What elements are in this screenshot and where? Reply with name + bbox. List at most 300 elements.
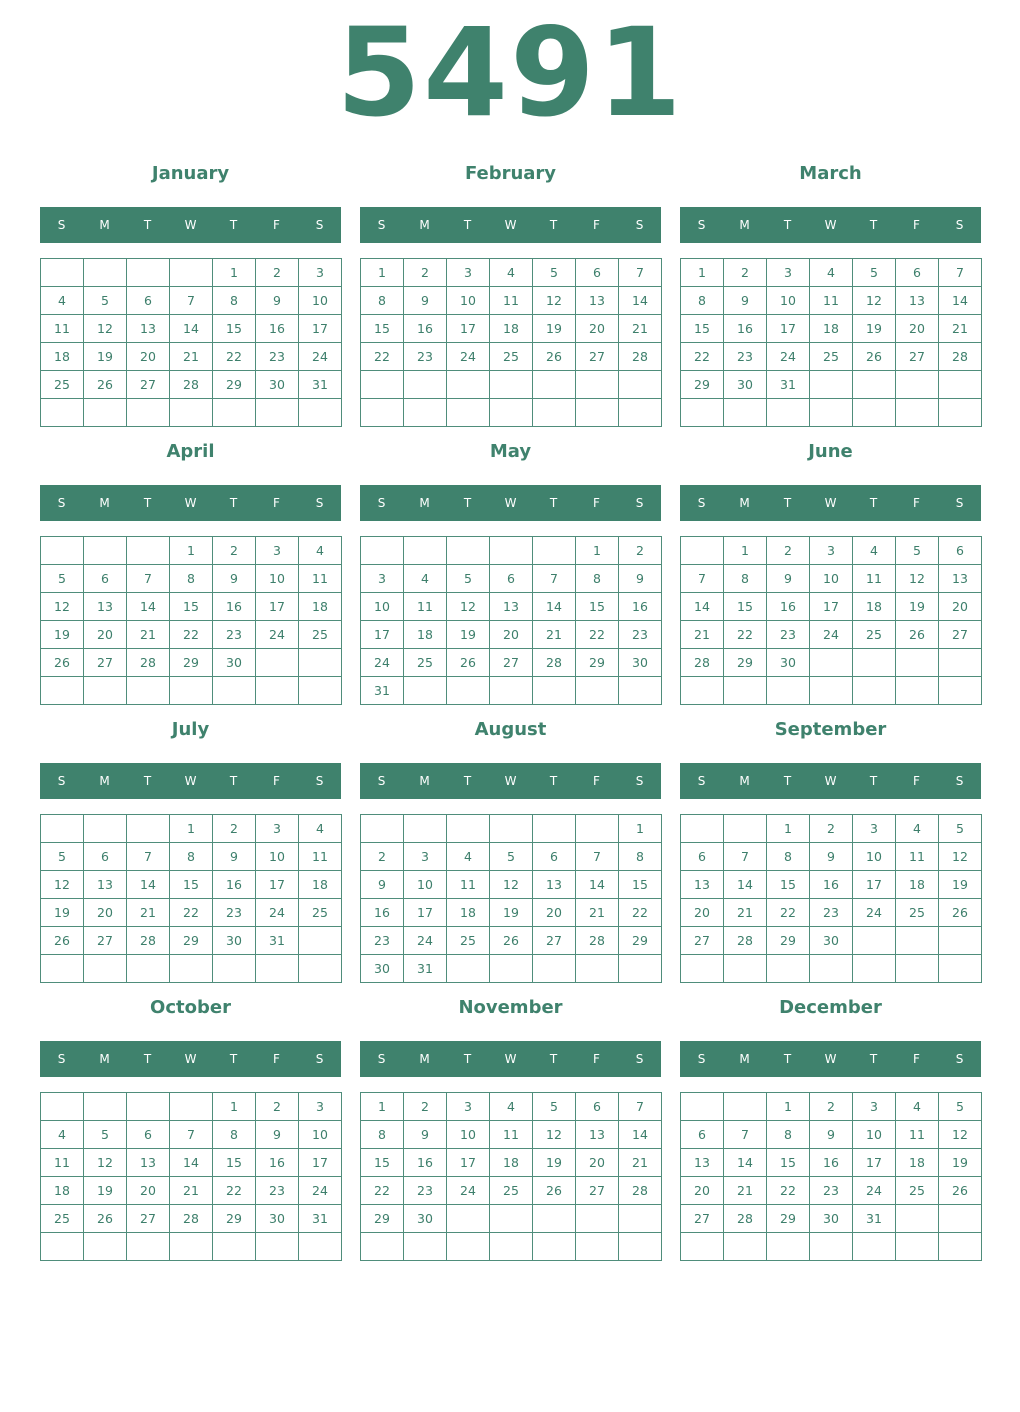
day-cell: 21: [170, 1177, 213, 1205]
day-cell: 9: [619, 565, 662, 593]
day-cell: 22: [767, 899, 810, 927]
day-cell: 15: [619, 871, 662, 899]
week-row: [361, 1205, 662, 1233]
day-cell: 18: [490, 315, 533, 343]
day-cell: 31: [767, 371, 810, 399]
day-cell: 11: [447, 871, 490, 899]
day-cell: 12: [939, 843, 982, 871]
weekday-label: F: [913, 218, 920, 232]
day-cell: 25: [299, 899, 342, 927]
day-cell: 25: [41, 371, 84, 399]
empty-day-cell: [896, 927, 939, 955]
day-cell: 13: [533, 871, 576, 899]
day-cell: 18: [404, 621, 447, 649]
day-cell: 4: [41, 1121, 84, 1149]
empty-day-cell: [213, 955, 256, 983]
week-row: [41, 1177, 342, 1205]
empty-day-cell: [619, 399, 662, 427]
weekday-label: M: [419, 496, 430, 510]
day-cell: 2: [724, 259, 767, 287]
day-cell: 26: [939, 1177, 982, 1205]
weekday-header: [360, 207, 661, 243]
empty-day-cell: [896, 399, 939, 427]
day-cell: 23: [361, 927, 404, 955]
weekday-label: T: [783, 496, 792, 510]
week-row: [41, 899, 342, 927]
day-cell: 28: [681, 649, 724, 677]
week-row: [681, 843, 982, 871]
weekday-label: S: [57, 774, 66, 788]
weekday-label: T: [783, 774, 792, 788]
empty-day-cell: [533, 1205, 576, 1233]
day-cell: 1: [619, 815, 662, 843]
day-cell: 19: [853, 315, 896, 343]
day-cell: 10: [299, 287, 342, 315]
week-row: [41, 593, 342, 621]
day-cell: 26: [41, 927, 84, 955]
month-name: September: [774, 719, 887, 740]
day-cell: 22: [213, 343, 256, 371]
day-cell: 6: [939, 537, 982, 565]
empty-day-cell: [853, 927, 896, 955]
empty-day-cell: [404, 815, 447, 843]
day-cell: 19: [533, 1149, 576, 1177]
week-row: [41, 1093, 342, 1121]
day-cell: 3: [767, 259, 810, 287]
day-cell: 6: [127, 1121, 170, 1149]
day-cell: 1: [767, 815, 810, 843]
empty-day-cell: [170, 1093, 213, 1121]
week-row: [361, 1093, 662, 1121]
day-cell: 4: [404, 565, 447, 593]
empty-day-cell: [213, 677, 256, 705]
day-cell: 15: [213, 1149, 256, 1177]
day-cell: 23: [256, 343, 299, 371]
day-cell: 20: [681, 899, 724, 927]
day-cell: 24: [404, 927, 447, 955]
week-row: [361, 871, 662, 899]
day-cell: 9: [256, 1121, 299, 1149]
week-row: [681, 677, 982, 705]
day-cell: 7: [170, 287, 213, 315]
empty-day-cell: [170, 955, 213, 983]
day-cell: 7: [619, 1093, 662, 1121]
day-cell: 6: [681, 843, 724, 871]
weekday-label: W: [184, 1052, 197, 1066]
day-cell: 30: [619, 649, 662, 677]
day-cell: 5: [533, 1093, 576, 1121]
weekday-label: M: [739, 1052, 750, 1066]
day-cell: 8: [724, 565, 767, 593]
day-cell: 2: [767, 537, 810, 565]
weekday-label: T: [783, 1052, 792, 1066]
empty-day-cell: [681, 815, 724, 843]
weekday-label: W: [184, 218, 197, 232]
empty-day-cell: [490, 1233, 533, 1261]
day-cell: 27: [896, 343, 939, 371]
day-cell: 25: [810, 343, 853, 371]
day-grid: [360, 1092, 662, 1261]
day-cell: 12: [490, 871, 533, 899]
day-cell: 15: [170, 593, 213, 621]
day-grid: [40, 814, 342, 983]
empty-day-cell: [681, 955, 724, 983]
day-cell: 8: [170, 843, 213, 871]
day-cell: 4: [896, 1093, 939, 1121]
day-cell: 9: [810, 843, 853, 871]
empty-day-cell: [767, 399, 810, 427]
empty-day-cell: [576, 677, 619, 705]
day-cell: 5: [84, 287, 127, 315]
week-row: [681, 871, 982, 899]
day-cell: 27: [939, 621, 982, 649]
empty-day-cell: [810, 677, 853, 705]
empty-day-cell: [939, 677, 982, 705]
day-cell: 24: [299, 343, 342, 371]
day-cell: 11: [896, 843, 939, 871]
empty-day-cell: [213, 399, 256, 427]
day-cell: 14: [724, 1149, 767, 1177]
day-cell: 25: [896, 1177, 939, 1205]
week-row: [361, 899, 662, 927]
day-cell: 11: [41, 315, 84, 343]
empty-day-cell: [447, 815, 490, 843]
day-cell: 24: [447, 1177, 490, 1205]
empty-day-cell: [41, 399, 84, 427]
day-cell: 7: [533, 565, 576, 593]
week-row: [41, 259, 342, 287]
weekday-label: S: [955, 774, 964, 788]
day-cell: 13: [939, 565, 982, 593]
day-cell: 10: [299, 1121, 342, 1149]
day-cell: 10: [256, 565, 299, 593]
day-cell: 12: [41, 871, 84, 899]
week-row: [41, 1205, 342, 1233]
day-cell: 22: [767, 1177, 810, 1205]
day-cell: 31: [299, 1205, 342, 1233]
day-cell: 28: [724, 927, 767, 955]
day-cell: 30: [213, 927, 256, 955]
day-cell: 31: [361, 677, 404, 705]
day-cell: 25: [41, 1205, 84, 1233]
day-cell: 31: [404, 955, 447, 983]
day-cell: 27: [681, 927, 724, 955]
day-cell: 8: [767, 1121, 810, 1149]
empty-day-cell: [127, 1093, 170, 1121]
day-cell: 8: [170, 565, 213, 593]
empty-day-cell: [533, 371, 576, 399]
day-cell: 2: [810, 1093, 853, 1121]
day-cell: 19: [896, 593, 939, 621]
day-cell: 4: [447, 843, 490, 871]
day-cell: 1: [170, 815, 213, 843]
weekday-label: M: [419, 774, 430, 788]
empty-day-cell: [724, 1093, 767, 1121]
empty-day-cell: [84, 259, 127, 287]
day-cell: 18: [299, 593, 342, 621]
empty-day-cell: [576, 399, 619, 427]
empty-day-cell: [404, 1233, 447, 1261]
empty-day-cell: [619, 955, 662, 983]
day-cell: 12: [41, 593, 84, 621]
empty-day-cell: [299, 399, 342, 427]
empty-day-cell: [853, 649, 896, 677]
weekday-label: F: [273, 1052, 280, 1066]
empty-day-cell: [84, 537, 127, 565]
day-cell: 22: [170, 621, 213, 649]
day-cell: 3: [299, 1093, 342, 1121]
empty-day-cell: [447, 537, 490, 565]
week-row: [361, 1121, 662, 1149]
empty-day-cell: [939, 371, 982, 399]
empty-day-cell: [127, 1233, 170, 1261]
day-cell: 18: [299, 871, 342, 899]
day-cell: 28: [127, 649, 170, 677]
week-row: [361, 537, 662, 565]
day-cell: 27: [576, 343, 619, 371]
day-cell: 26: [533, 1177, 576, 1205]
day-cell: 15: [767, 1149, 810, 1177]
day-cell: 22: [724, 621, 767, 649]
weekday-label: T: [869, 496, 878, 510]
month-name: January: [151, 163, 230, 184]
month-name: March: [799, 163, 862, 184]
day-cell: 20: [896, 315, 939, 343]
weekday-label: T: [143, 774, 152, 788]
empty-day-cell: [810, 371, 853, 399]
day-cell: 18: [41, 1177, 84, 1205]
week-row: [41, 649, 342, 677]
day-cell: 14: [619, 1121, 662, 1149]
weekday-label: S: [377, 218, 386, 232]
week-row: [681, 955, 982, 983]
day-cell: 19: [490, 899, 533, 927]
weekday-label: S: [377, 774, 386, 788]
day-cell: 2: [256, 1093, 299, 1121]
day-cell: 11: [299, 565, 342, 593]
weekday-label: T: [463, 1052, 472, 1066]
day-cell: 3: [853, 815, 896, 843]
weekday-label: S: [697, 1052, 706, 1066]
empty-day-cell: [533, 815, 576, 843]
weekday-label: F: [913, 774, 920, 788]
month-name: November: [458, 997, 563, 1018]
day-cell: 24: [361, 649, 404, 677]
month-name: July: [171, 719, 210, 740]
day-cell: 11: [853, 565, 896, 593]
day-cell: 19: [84, 343, 127, 371]
weekday-label: S: [635, 496, 644, 510]
day-cell: 21: [127, 899, 170, 927]
day-cell: 8: [213, 287, 256, 315]
day-cell: 27: [681, 1205, 724, 1233]
day-cell: 30: [361, 955, 404, 983]
empty-day-cell: [84, 955, 127, 983]
day-cell: 20: [127, 343, 170, 371]
empty-day-cell: [619, 1233, 662, 1261]
weekday-label: W: [504, 496, 517, 510]
day-grid: [680, 814, 982, 983]
day-cell: 16: [213, 871, 256, 899]
day-cell: 27: [533, 927, 576, 955]
day-cell: 15: [576, 593, 619, 621]
empty-day-cell: [41, 1093, 84, 1121]
week-row: [681, 593, 982, 621]
empty-day-cell: [810, 955, 853, 983]
day-cell: 27: [127, 1205, 170, 1233]
week-row: [681, 1233, 982, 1261]
weekday-label: F: [593, 774, 600, 788]
day-cell: 8: [681, 287, 724, 315]
empty-day-cell: [810, 1233, 853, 1261]
day-cell: 16: [767, 593, 810, 621]
day-cell: 5: [853, 259, 896, 287]
day-cell: 1: [361, 1093, 404, 1121]
empty-day-cell: [256, 955, 299, 983]
day-cell: 7: [576, 843, 619, 871]
weekday-label: F: [273, 218, 280, 232]
day-cell: 15: [681, 315, 724, 343]
empty-day-cell: [619, 371, 662, 399]
day-cell: 27: [490, 649, 533, 677]
week-row: [361, 927, 662, 955]
empty-day-cell: [170, 677, 213, 705]
day-cell: 16: [256, 315, 299, 343]
week-row: [361, 621, 662, 649]
empty-day-cell: [576, 815, 619, 843]
empty-day-cell: [41, 677, 84, 705]
weekday-label: S: [57, 218, 66, 232]
weekday-label: W: [824, 218, 837, 232]
day-cell: 30: [213, 649, 256, 677]
day-cell: 14: [127, 593, 170, 621]
weekday-label: T: [143, 218, 152, 232]
day-cell: 30: [404, 1205, 447, 1233]
week-row: [41, 343, 342, 371]
day-cell: 4: [490, 1093, 533, 1121]
empty-day-cell: [576, 1233, 619, 1261]
empty-day-cell: [681, 399, 724, 427]
day-cell: 4: [810, 259, 853, 287]
week-row: [41, 399, 342, 427]
day-cell: 6: [533, 843, 576, 871]
weekday-header: [360, 763, 661, 799]
empty-day-cell: [896, 677, 939, 705]
day-cell: 31: [256, 927, 299, 955]
day-cell: 21: [724, 1177, 767, 1205]
empty-day-cell: [533, 677, 576, 705]
day-cell: 13: [681, 871, 724, 899]
day-cell: 20: [939, 593, 982, 621]
empty-day-cell: [853, 371, 896, 399]
day-grid: [40, 258, 342, 427]
day-cell: 13: [127, 315, 170, 343]
day-cell: 10: [853, 843, 896, 871]
empty-day-cell: [939, 1205, 982, 1233]
empty-day-cell: [41, 259, 84, 287]
week-row: [681, 1177, 982, 1205]
day-cell: 18: [41, 343, 84, 371]
empty-day-cell: [299, 649, 342, 677]
empty-day-cell: [853, 677, 896, 705]
day-cell: 20: [576, 315, 619, 343]
empty-day-cell: [256, 1233, 299, 1261]
day-cell: 3: [361, 565, 404, 593]
day-cell: 31: [299, 371, 342, 399]
day-cell: 26: [447, 649, 490, 677]
weekday-label: S: [955, 1052, 964, 1066]
day-cell: 3: [447, 259, 490, 287]
day-cell: 23: [404, 1177, 447, 1205]
week-row: [41, 371, 342, 399]
week-row: [41, 677, 342, 705]
empty-day-cell: [361, 537, 404, 565]
day-cell: 27: [576, 1177, 619, 1205]
day-grid: [360, 258, 662, 427]
day-cell: 4: [853, 537, 896, 565]
day-cell: 12: [896, 565, 939, 593]
week-row: [41, 1233, 342, 1261]
day-cell: 29: [724, 649, 767, 677]
day-cell: 25: [896, 899, 939, 927]
day-cell: 18: [810, 315, 853, 343]
month-name: October: [150, 997, 231, 1018]
day-cell: 8: [619, 843, 662, 871]
empty-day-cell: [533, 399, 576, 427]
weekday-label: F: [913, 496, 920, 510]
day-cell: 26: [533, 343, 576, 371]
weekday-label: M: [739, 218, 750, 232]
empty-day-cell: [447, 1205, 490, 1233]
day-cell: 26: [84, 1205, 127, 1233]
day-cell: 27: [84, 927, 127, 955]
day-cell: 19: [939, 871, 982, 899]
day-cell: 13: [84, 593, 127, 621]
week-row: [41, 537, 342, 565]
day-cell: 1: [213, 259, 256, 287]
day-cell: 16: [619, 593, 662, 621]
day-cell: 7: [127, 843, 170, 871]
day-grid: [680, 536, 982, 705]
weekday-label: T: [143, 1052, 152, 1066]
day-cell: 13: [127, 1149, 170, 1177]
week-row: [681, 287, 982, 315]
day-cell: 23: [213, 621, 256, 649]
day-cell: 6: [84, 843, 127, 871]
day-cell: 22: [361, 1177, 404, 1205]
week-row: [681, 537, 982, 565]
day-cell: 29: [170, 649, 213, 677]
day-cell: 13: [681, 1149, 724, 1177]
week-row: [361, 371, 662, 399]
weekday-label: F: [913, 1052, 920, 1066]
empty-day-cell: [127, 815, 170, 843]
day-cell: 7: [127, 565, 170, 593]
weekday-label: S: [955, 218, 964, 232]
day-cell: 14: [533, 593, 576, 621]
day-cell: 3: [810, 537, 853, 565]
day-cell: 13: [896, 287, 939, 315]
day-cell: 5: [939, 1093, 982, 1121]
day-cell: 15: [170, 871, 213, 899]
empty-day-cell: [853, 955, 896, 983]
empty-day-cell: [213, 1233, 256, 1261]
day-cell: 15: [361, 315, 404, 343]
day-cell: 5: [490, 843, 533, 871]
week-row: [41, 1149, 342, 1177]
day-cell: 7: [170, 1121, 213, 1149]
day-cell: 31: [853, 1205, 896, 1233]
